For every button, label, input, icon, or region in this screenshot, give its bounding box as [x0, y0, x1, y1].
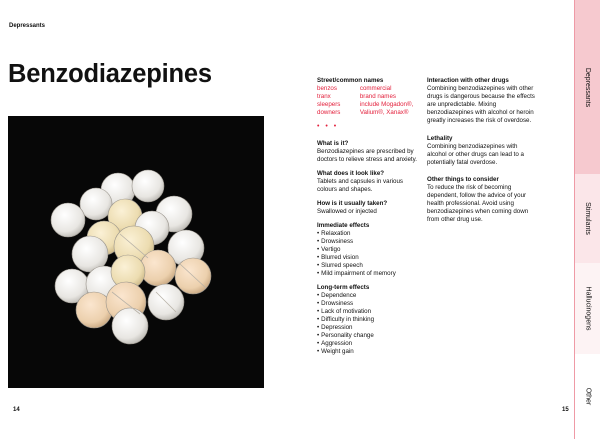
brand-name-line: brand names [359, 93, 396, 100]
tab-stimulants[interactable] [575, 174, 600, 263]
list-item: • Slurred speech [317, 262, 417, 270]
section-label: Depressants [9, 23, 46, 29]
info-column-right [427, 77, 537, 230]
tab-depressants[interactable] [575, 0, 600, 174]
lethality-heading: Lethality [427, 135, 453, 142]
tab-label: Hallucinogens [584, 286, 592, 331]
tab-other[interactable] [575, 354, 600, 439]
what-is-it-text: Benzodiazepines are prescribed by doctors to relieve stress and anxiety. [317, 148, 417, 163]
tab-hallucinogens[interactable] [575, 263, 600, 354]
brand-name-line: commercial [359, 85, 392, 92]
list-item: • Drowsiness [317, 300, 417, 308]
long-term-effects-heading: Long-term effects [317, 284, 370, 291]
long-term-effects-list [317, 292, 417, 356]
tab-label: Stimulants [584, 202, 591, 235]
street-name: benzos [317, 85, 337, 92]
list-item: • Blurred vision [317, 254, 417, 262]
other-things-text: To reduce the risk of becoming dependent, follow the advice of your health professional. Avoid using benzodiazepines when coming down from other drug use. [427, 184, 529, 223]
list-item: • Weight gain [317, 348, 417, 356]
separator-dots: • • • [317, 123, 339, 130]
interaction-text: Combining benzodiazepines with other drugs is dangerous because the effects are unpredictable. Mixing benzodiazepines with alcohol or heroin greatly increases the risk of overdose. [427, 85, 535, 124]
page-number-right: 15 [562, 407, 569, 413]
taken-heading: How is it usually taken? [317, 200, 388, 207]
brand-name-line: include Mogadon®, [359, 101, 414, 108]
list-item: • Personality change [317, 332, 417, 340]
interaction-heading: Interaction with other drugs [427, 77, 509, 84]
lethality-text: Combining benzodiazepines with alcohol or other drugs can lead to a potentially fatal overdose. [427, 143, 524, 166]
tab-label: Other [583, 387, 591, 406]
info-column-left [317, 77, 417, 362]
list-item: • Lack of motivation [317, 308, 417, 316]
list-item: • Depression [317, 324, 417, 332]
list-item: • Aggression [317, 340, 417, 348]
what-is-it-heading: What is it? [317, 140, 349, 147]
list-item: • Difficulty in thinking [317, 316, 417, 324]
pill-pile [51, 170, 211, 344]
street-names-list [317, 85, 417, 117]
immediate-effects-heading: Immediate effects [317, 222, 370, 229]
street-name: tranx [317, 93, 331, 100]
other-things-heading: Other things to consider [427, 176, 499, 183]
list-item: • Drowsiness [317, 238, 417, 246]
list-item: • Vertigo [317, 246, 417, 254]
page-title: Benzodiazepines [8, 60, 212, 88]
list-item: • Relaxation [317, 230, 417, 238]
street-name: downers [317, 109, 341, 116]
look-like-heading: What does it look like? [317, 170, 385, 177]
immediate-effects-list [317, 230, 417, 278]
list-item: • Mild impairment of memory [317, 270, 417, 278]
look-like-text: Tablets and capsules in various colours and shapes. [317, 178, 403, 193]
taken-text: Swallowed or injected [317, 208, 377, 215]
street-names-heading: Street/common names [317, 77, 384, 84]
pills-photo [8, 116, 264, 388]
section-tabs [575, 0, 600, 439]
street-name: sleepers [317, 101, 341, 108]
tab-label: Depressants [584, 67, 592, 107]
list-item: • Dependence [317, 292, 417, 300]
page-number-left: 14 [13, 407, 20, 413]
brand-name-line: Valium®, Xanax® [359, 109, 409, 116]
